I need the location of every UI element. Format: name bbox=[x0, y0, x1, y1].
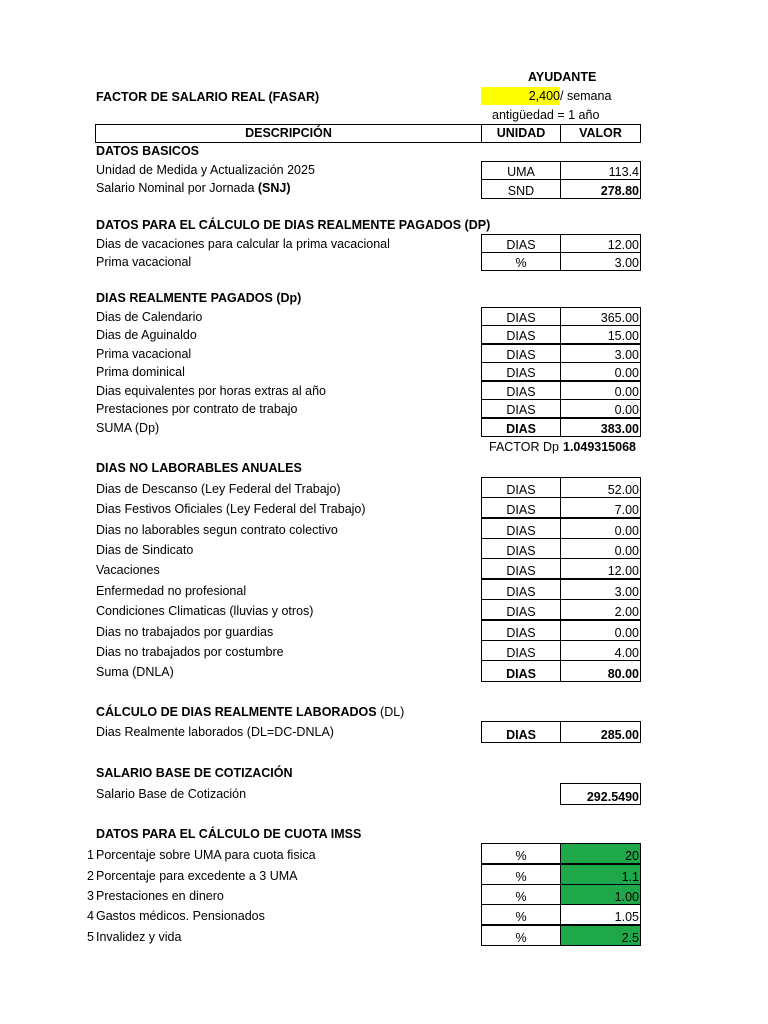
unit-cell: DIAS bbox=[481, 325, 561, 344]
row-label-text: Salario Nominal por Jornada bbox=[96, 181, 258, 195]
row-label: Condiciones Climaticas (lluvias y otros) bbox=[96, 604, 314, 618]
value-cell: 285.00 bbox=[560, 721, 641, 743]
value-cell: 0.00 bbox=[560, 399, 641, 418]
unit-cell: DIAS bbox=[481, 518, 561, 539]
row-label: Prestaciones por contrato de trabajo bbox=[96, 402, 298, 416]
unit-cell: DIAS bbox=[481, 640, 561, 661]
row-label: Dias de vacaciones para calcular la prima vacacional bbox=[96, 237, 390, 251]
total-value-dp: 383.00 bbox=[560, 418, 641, 437]
value-cell: 2.5 bbox=[560, 925, 641, 946]
unit-cell: DIAS bbox=[481, 399, 561, 418]
row-number: 3 bbox=[87, 889, 94, 903]
row-label: Prima vacacional bbox=[96, 347, 192, 361]
row-label: Dias no laborables segun contrato colectivo bbox=[96, 523, 338, 537]
section-title-cuota-imss: DATOS PARA EL CÁLCULO DE CUOTA IMSS bbox=[96, 827, 362, 841]
value-cell: 7.00 bbox=[560, 497, 641, 518]
value-cell: 365.00 bbox=[560, 307, 641, 326]
value-cell: 3.00 bbox=[560, 344, 641, 363]
total-label-dp: SUMA (Dp) bbox=[96, 421, 160, 435]
unit-cell: DIAS bbox=[481, 620, 561, 641]
value-cell: 15.00 bbox=[560, 325, 641, 344]
value-cell: 3.00 bbox=[560, 579, 641, 600]
row-label: Unidad de Medida y Actualización 2025 bbox=[96, 163, 315, 177]
unit-cell: DIAS bbox=[481, 344, 561, 363]
row-label: Dias de Calendario bbox=[96, 310, 203, 324]
row-label: Dias de Aguinaldo bbox=[96, 328, 197, 342]
unit-cell: % bbox=[481, 904, 561, 925]
role-label: AYUDANTE bbox=[528, 70, 597, 84]
unit-cell: DIAS bbox=[481, 497, 561, 518]
unit-cell: % bbox=[481, 925, 561, 946]
value-cell: 4.00 bbox=[560, 640, 641, 661]
row-label: Salario Base de Cotización bbox=[96, 787, 247, 801]
section-title-text: CÁLCULO DE DIAS REALMENTE LABORADOS bbox=[96, 705, 381, 719]
row-label: Vacaciones bbox=[96, 563, 160, 577]
row-label: Prima vacacional bbox=[96, 255, 192, 269]
unit-cell: DIAS bbox=[481, 477, 561, 498]
value-cell: 12.00 bbox=[560, 558, 641, 579]
section-title-datos-basicos: DATOS BASICOS bbox=[96, 144, 200, 158]
factor-dp-value: 1.049315068 bbox=[563, 440, 636, 454]
unit-cell: DIAS bbox=[481, 381, 561, 400]
row-label: Dias Festivos Oficiales (Ley Federal del Trabajo) bbox=[96, 502, 366, 516]
section-title-dias-pagados: DIAS REALMENTE PAGADOS (Dp) bbox=[96, 291, 302, 305]
unit-cell: % bbox=[481, 884, 561, 905]
section-title-dias-laborados bbox=[96, 706, 404, 719]
row-label: Prestaciones en dinero bbox=[96, 889, 224, 903]
unit-cell: DIAS bbox=[481, 307, 561, 326]
value-cell: 3.00 bbox=[560, 252, 641, 271]
unit-cell: DIAS bbox=[481, 599, 561, 620]
value-cell: 0.00 bbox=[560, 620, 641, 641]
unit-cell: % bbox=[481, 252, 561, 271]
row-number: 1 bbox=[87, 848, 94, 862]
row-label: Dias no trabajados por guardias bbox=[96, 625, 274, 639]
value-cell: 20 bbox=[560, 843, 641, 864]
salario-base-value: 292.5490 bbox=[560, 783, 641, 805]
total-unit-dnla: DIAS bbox=[481, 660, 561, 682]
value-cell: 52.00 bbox=[560, 477, 641, 498]
value-cell: 0.00 bbox=[560, 518, 641, 539]
unit-cell: DIAS bbox=[481, 721, 561, 743]
unit-cell: % bbox=[481, 843, 561, 864]
salary-unit: / semana bbox=[560, 89, 612, 103]
row-label: Dias no trabajados por costumbre bbox=[96, 645, 284, 659]
total-unit-dp: DIAS bbox=[481, 418, 561, 437]
value-cell: 0.00 bbox=[560, 538, 641, 559]
value-cell: 2.00 bbox=[560, 599, 641, 620]
row-number: 4 bbox=[87, 909, 94, 923]
row-label: Invalidez y vida bbox=[96, 930, 182, 944]
unit-cell: SND bbox=[481, 179, 561, 199]
row-label: Enfermedad no profesional bbox=[96, 584, 247, 598]
row-label: Gastos médicos. Pensionados bbox=[96, 909, 265, 923]
column-header-unit: UNIDAD bbox=[481, 124, 561, 143]
value-cell: 12.00 bbox=[560, 234, 641, 253]
row-label: Porcentaje para excedente a 3 UMA bbox=[96, 869, 298, 883]
page-title: FACTOR DE SALARIO REAL (FASAR) bbox=[96, 90, 320, 104]
section-title-datos-dp: DATOS PARA EL CÁLCULO DE DIAS REALMENTE PAGADOS (DP) bbox=[96, 218, 491, 232]
row-label: Prima dominical bbox=[96, 365, 185, 379]
unit-cell: % bbox=[481, 864, 561, 885]
section-title-salario-base: SALARIO BASE DE COTIZACIÓN bbox=[96, 766, 293, 780]
row-label: Dias equivalentes por horas extras al año bbox=[96, 384, 326, 398]
unit-cell: DIAS bbox=[481, 538, 561, 559]
row-label: Dias de Sindicato bbox=[96, 543, 194, 557]
value-cell: 278.80 bbox=[560, 179, 641, 199]
value-cell: 0.00 bbox=[560, 362, 641, 381]
value-cell: 1.1 bbox=[560, 864, 641, 885]
seniority-label: antigüedad = 1 año bbox=[492, 108, 600, 122]
unit-cell: DIAS bbox=[481, 579, 561, 600]
row-label bbox=[96, 182, 291, 195]
row-number: 2 bbox=[87, 869, 94, 883]
unit-cell: DIAS bbox=[481, 362, 561, 381]
row-label: Dias Realmente laborados (DL=DC-DNLA) bbox=[96, 725, 334, 739]
row-number: 5 bbox=[87, 930, 94, 944]
value-cell: 0.00 bbox=[560, 381, 641, 400]
total-value-dnla: 80.00 bbox=[560, 660, 641, 682]
section-title-dias-no-laborables: DIAS NO LABORABLES ANUALES bbox=[96, 461, 302, 475]
row-label: Porcentaje sobre UMA para cuota fisica bbox=[96, 848, 316, 862]
column-header-value: VALOR bbox=[560, 124, 641, 143]
row-label: Dias de Descanso (Ley Federal del Trabajo) bbox=[96, 482, 341, 496]
row-label-abbrev: (SNJ) bbox=[257, 181, 291, 195]
unit-cell: UMA bbox=[481, 161, 561, 180]
unit-cell: DIAS bbox=[481, 558, 561, 579]
value-cell: 113.4 bbox=[560, 161, 641, 180]
unit-cell: DIAS bbox=[481, 234, 561, 253]
section-title-abbrev: (DL) bbox=[380, 705, 405, 719]
factor-dp-label: FACTOR Dp bbox=[489, 440, 559, 454]
value-cell: 1.00 bbox=[560, 884, 641, 905]
column-header-description: DESCRIPCIÓN bbox=[95, 124, 482, 143]
salary-value: 2,400 bbox=[528, 89, 560, 103]
value-cell: 1.05 bbox=[560, 904, 641, 925]
total-label-dnla: Suma (DNLA) bbox=[96, 665, 174, 679]
